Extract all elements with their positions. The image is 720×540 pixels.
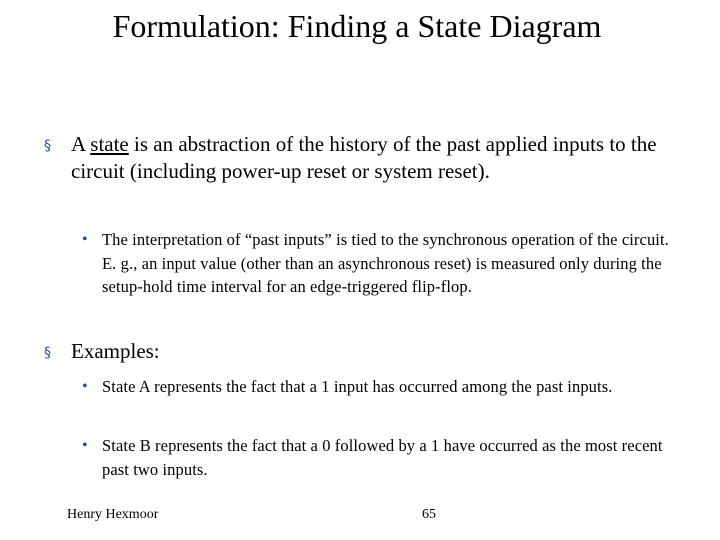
bullet-text: [71, 131, 664, 185]
sub-bullet-state-b: [82, 434, 672, 481]
bullet-text: Examples:: [71, 339, 160, 363]
dot-bullet-icon: •: [82, 231, 88, 248]
bullet-examples: [44, 338, 664, 365]
bullet-state-definition: [44, 131, 664, 185]
sub-bullet-text: The interpretation of “past inputs” is tied to the synchronous operation of the circuit. E. g., an input value (other than an asynchronous reset) is measured only during the setup-hold time interval for an edge-triggered flip-flop.: [102, 230, 669, 296]
state-term: state: [90, 132, 129, 156]
slide-title: Formulation: Finding a State Diagram: [112, 8, 602, 44]
sub-bullet-text: State A represents the fact that a 1 input has occurred among the past inputs.: [102, 377, 613, 396]
bullet-prefix: A: [71, 132, 91, 156]
square-bullet-icon: §: [44, 345, 51, 361]
footer-author: Henry Hexmoor: [67, 507, 159, 522]
sub-bullet-past-inputs: [82, 228, 672, 299]
dot-bullet-icon: •: [82, 378, 88, 395]
sub-bullet-state-a: [82, 375, 672, 399]
page-number: 65: [422, 507, 436, 522]
bullet-suffix: is an abstraction of the history of the past applied inputs to the circuit (including power-up reset or system reset).: [71, 132, 657, 183]
dot-bullet-icon: •: [82, 437, 88, 454]
square-bullet-icon: §: [44, 138, 51, 154]
sub-bullet-text: State B represents the fact that a 0 followed by a 1 have occurred as the most recent past two inputs.: [102, 436, 663, 479]
